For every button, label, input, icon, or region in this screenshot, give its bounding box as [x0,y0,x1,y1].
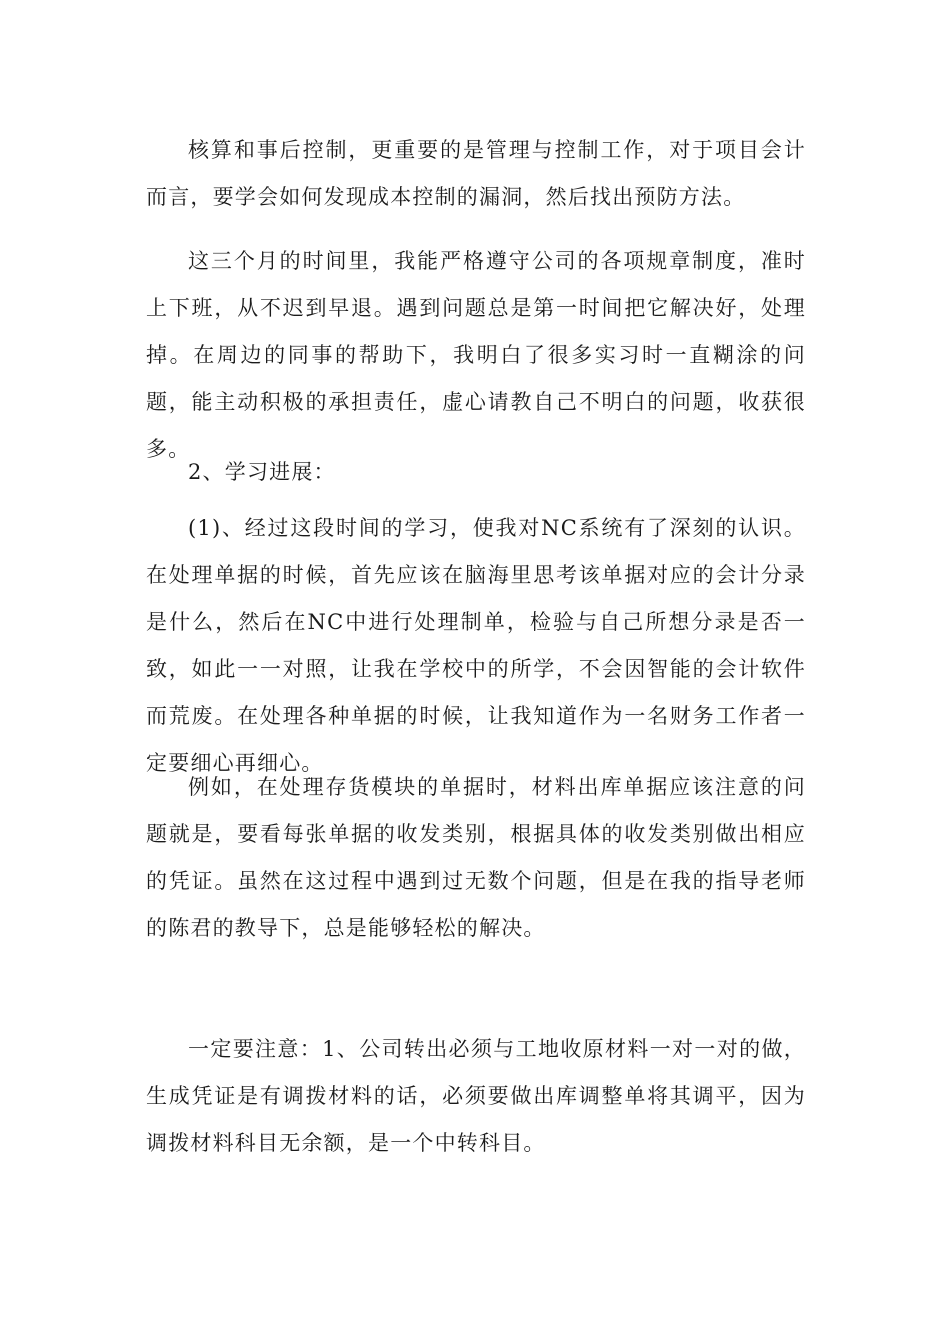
paragraph-three-months: 这三个月的时间里，我能严格遵守公司的各项规章制度，准时上下班，从不迟到早退。遇到问题总是第一时间把它解决好，处理掉。在周边的同事的帮助下，我明白了很多实习时一直糊涂的问题，能主动积极的承担责任，虚心请教自己不明白的问题，收获很多。 [146,249,806,461]
section-heading-learning-progress: 2、学习进展： [188,460,336,484]
paragraph-inventory-example: 例如，在处理存货模块的单据时，材料出库单据应该注意的问题就是，要看每张单据的收发类别，根据具体的收发类别做出相应的凭证。虽然在这过程中遇到过无数个问题，但是在我的指导老师的陈君的教导下，总是能够轻松的解决。 [146,775,806,940]
paragraph-attention-notes: 一定要注意：1、公司转出必须与工地收原材料一对一对的做，生成凭证是有调拨材料的话，必须要做出库调整单将其调平，因为调拨材料科目无余额，是一个中转科目。 [146,1037,806,1155]
paragraph-nc-system: (1)、经过这段时间的学习，使我对NC系统有了深刻的认识。在处理单据的时候，首先应该在脑海里思考该单据对应的会计分录是什么，然后在NC中进行处理制单，检验与自己所想分录是否一致，如此一一对照，让我在学校中的所学，不会因智能的会计软件而荒废。在处理各种单据的时候，让我知道作为一名财务工作者一定要细心再细心。 [146,516,806,775]
paragraph-cost-control: 核算和事后控制，更重要的是管理与控制工作，对于项目会计而言，要学会如何发现成本控制的漏洞，然后找出预防方法。 [146,138,806,209]
